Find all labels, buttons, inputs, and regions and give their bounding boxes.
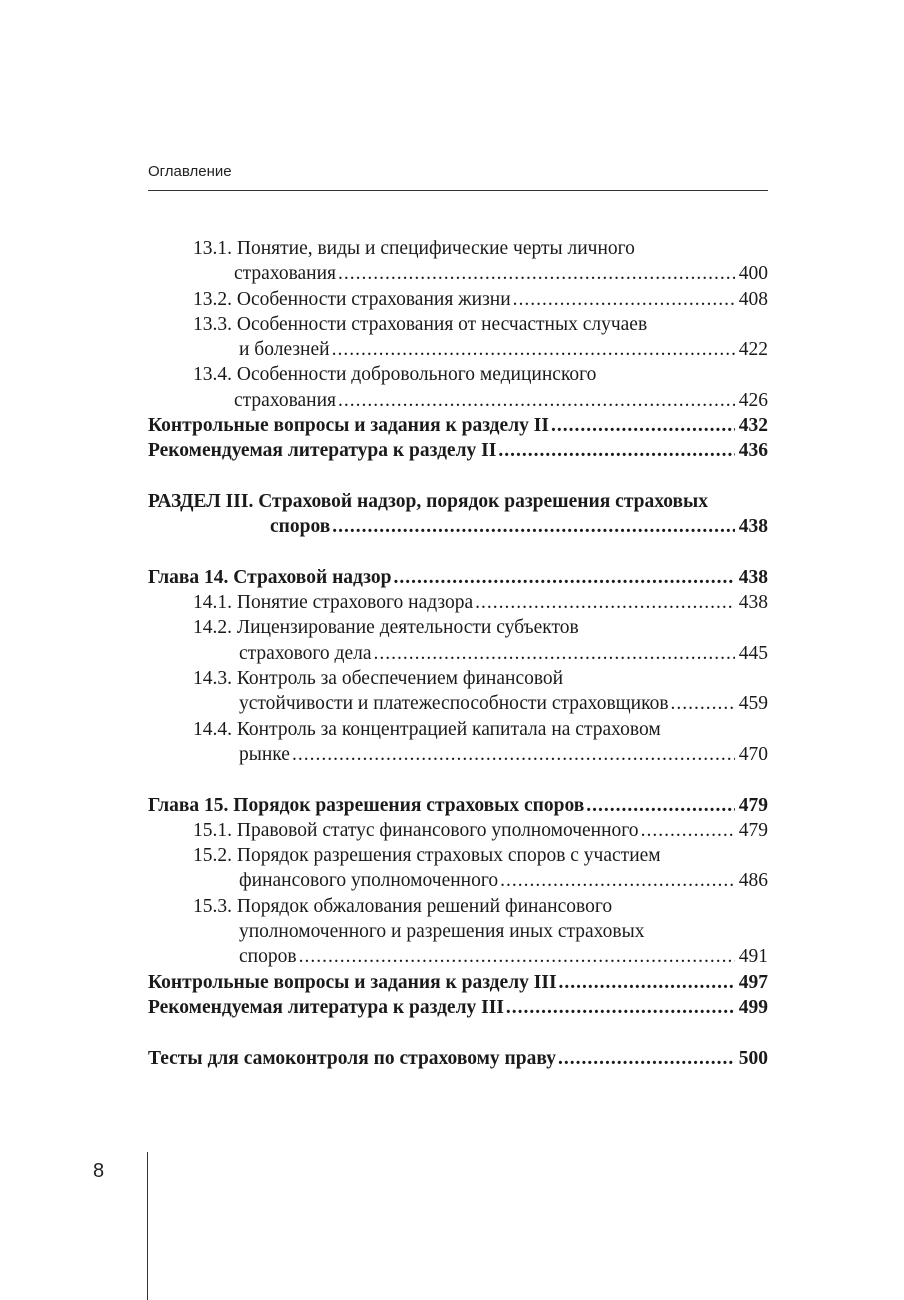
toc-entry-text: споров <box>270 516 331 538</box>
toc-page-number: 459 <box>738 693 768 715</box>
toc-entry-text: Глава 15. Порядок разрешения страховых споров <box>148 794 585 816</box>
toc-page-number: 479 <box>738 794 768 816</box>
dot-leader <box>498 868 735 893</box>
toc-entry-text: уполномоченного и разрешения иных страховых <box>239 921 645 943</box>
toc-entry-text: 14.3. Контроль за обеспечением финансовой <box>193 668 564 690</box>
header-rule <box>148 190 768 191</box>
toc-entry-text: Глава 14. Страховой надзор <box>148 566 392 588</box>
dot-leader <box>496 438 734 463</box>
toc-entry-text: страхового дела <box>239 642 372 664</box>
toc-page-number: 426 <box>738 389 768 411</box>
toc-entry-text: 15.2. Порядок разрешения страховых споров с участием <box>193 845 661 867</box>
toc-page-number: 499 <box>738 996 768 1018</box>
dot-leader <box>557 970 735 995</box>
toc-entry-text: 14.2. Лицензирование деятельности субъектов <box>193 617 579 639</box>
toc-entry-text: Контрольные вопросы и задания к разделу III <box>148 971 557 993</box>
toc-subentry[interactable] <box>148 894 768 970</box>
toc-page-number: 422 <box>738 339 768 361</box>
toc-entry-text: Рекомендуемая литература к разделу III <box>148 996 504 1018</box>
dot-leader <box>336 388 735 413</box>
dot-leader <box>549 413 735 438</box>
toc-page-number: 445 <box>738 642 768 664</box>
toc-subentry[interactable] <box>148 615 768 666</box>
toc-page-number: 497 <box>738 971 768 993</box>
toc-subentry[interactable] <box>148 236 768 287</box>
dot-leader <box>473 590 735 615</box>
toc-subentry[interactable] <box>148 312 768 363</box>
toc-subentry[interactable] <box>148 843 768 894</box>
toc-heading-entry[interactable] <box>148 995 768 1020</box>
toc-entry-text: 14.4. Контроль за концентрацией капитала на страховом <box>193 718 661 740</box>
toc-entry-text: РАЗДЕЛ III. Страховой надзор, порядок разрешения страховых <box>148 490 709 512</box>
toc-subentry[interactable] <box>148 666 768 717</box>
toc-entry-text: страхования <box>234 389 337 411</box>
toc-entry-text: 15.1. Правовой статус финансового уполномоченного <box>193 819 639 841</box>
dot-leader <box>511 287 735 312</box>
toc-subentry[interactable] <box>148 717 768 768</box>
dot-leader <box>290 742 735 767</box>
dot-leader <box>584 793 734 818</box>
toc-heading-entry[interactable] <box>148 413 768 438</box>
toc-entry-text: 13.3. Особенности страхования от несчастных случаев <box>193 313 648 335</box>
running-header: Оглавление <box>148 163 232 180</box>
dot-leader <box>639 818 735 843</box>
toc-entry-text: страхования <box>234 263 337 285</box>
toc-page-number: 438 <box>738 592 768 614</box>
page-number: 8 <box>93 1160 105 1182</box>
toc-page-number: 470 <box>738 743 768 765</box>
toc-heading-entry[interactable] <box>148 970 768 995</box>
toc-subentry[interactable] <box>148 362 768 413</box>
toc-page-number: 438 <box>738 566 768 588</box>
toc-page-number: 400 <box>738 263 768 285</box>
toc-heading-entry[interactable] <box>148 489 768 540</box>
toc-heading-entry[interactable] <box>148 793 768 818</box>
toc-entry-text: споров <box>239 946 297 968</box>
toc-page-number: 491 <box>738 946 768 968</box>
toc-page-number: 408 <box>738 288 768 310</box>
toc-subentry[interactable] <box>148 287 768 312</box>
dot-leader <box>504 995 735 1020</box>
toc-page-number: 500 <box>738 1047 768 1069</box>
dot-leader <box>556 1046 735 1071</box>
toc-entry-text: устойчивости и платежеспособности страховщиков <box>239 693 669 715</box>
toc-page-number: 436 <box>738 440 768 462</box>
toc-entry-text: 13.1. Понятие, виды и специфические черты личного <box>193 238 635 259</box>
toc-entry-text: и болезней <box>239 339 330 361</box>
margin-rule <box>147 1152 148 1300</box>
dot-leader <box>669 691 735 716</box>
toc-entry-text: Тесты для самоконтроля по страховому праву <box>148 1047 556 1069</box>
toc-entry-text: Контрольные вопросы и задания к разделу II <box>148 415 549 437</box>
dot-leader <box>297 944 735 969</box>
toc-page-number: 432 <box>738 415 768 437</box>
dot-leader <box>391 565 734 590</box>
dot-leader <box>330 514 734 539</box>
toc-entry-text: рынке <box>239 743 290 765</box>
toc-entry-text: 13.2. Особенности страхования жизни <box>193 288 511 310</box>
toc-subentry[interactable] <box>148 818 768 843</box>
toc-entry-text: Рекомендуемая литература к разделу II <box>148 440 497 462</box>
toc-entry-text: финансового уполномоченного <box>239 870 499 892</box>
toc-heading-entry[interactable] <box>148 1046 768 1071</box>
dot-leader <box>336 261 735 286</box>
dot-leader <box>330 337 735 362</box>
table-of-contents <box>148 236 768 1071</box>
toc-entry-text: 13.4. Особенности добровольного медицинского <box>193 364 597 386</box>
toc-page-number: 438 <box>738 516 768 538</box>
toc-heading-entry[interactable] <box>148 565 768 590</box>
toc-subentry[interactable] <box>148 590 768 615</box>
toc-entry-text: 15.3. Порядок обжалования решений финансового <box>193 895 613 917</box>
toc-page-number: 479 <box>738 819 768 841</box>
toc-entry-text: 14.1. Понятие страхового надзора <box>193 592 474 614</box>
dot-leader <box>372 641 735 666</box>
toc-heading-entry[interactable] <box>148 438 768 463</box>
toc-page-number: 486 <box>738 870 768 892</box>
